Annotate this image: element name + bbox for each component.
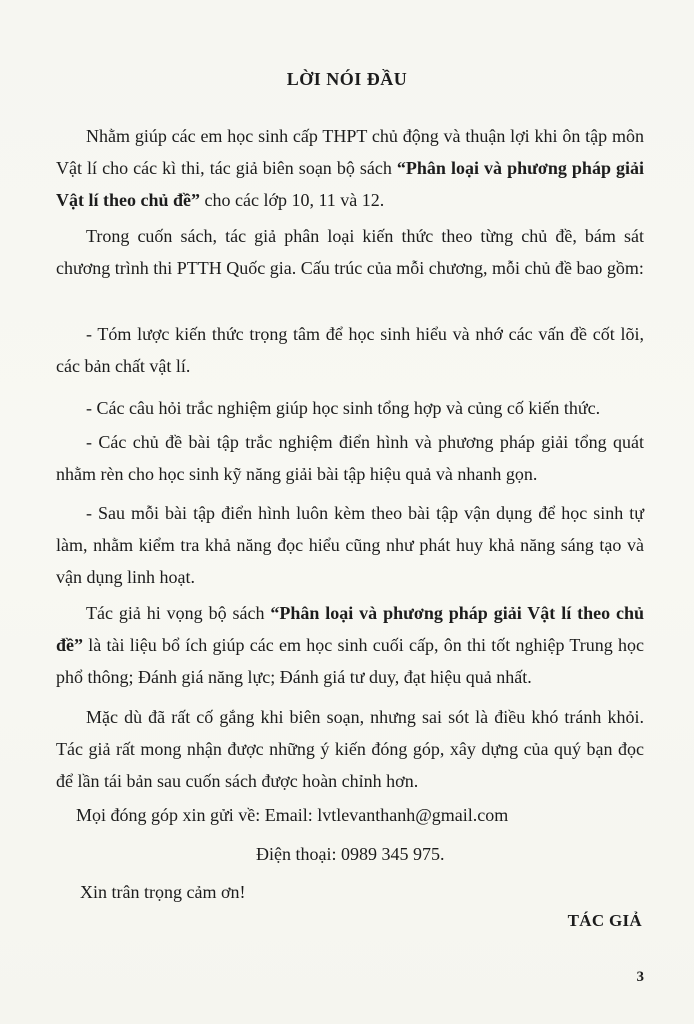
paragraph-item-exercises bbox=[56, 426, 644, 490]
book-title-bold: “Phân loại và phương pháp giải Vật lí theo chủ đề” bbox=[56, 158, 644, 210]
paragraph-intro-text-a: Nhằm giúp các em học sinh cấp THPT chủ động và thuận lợi khi ôn tập môn Vật lí cho các kì thi, tác giả biên soạn bộ sách bbox=[56, 126, 644, 178]
paragraph-item-questions-text: - Các câu hỏi trắc nghiệm giúp học sinh tổng hợp và củng cố kiến thức. bbox=[86, 398, 601, 418]
paragraph-item-summary-text: - Tóm lược kiến thức trọng tâm để học sinh hiểu và nhớ các vấn đề cốt lõi, các bản chất vật lí. bbox=[56, 324, 644, 376]
paragraph-item-summary bbox=[56, 318, 644, 382]
paragraph-feedback bbox=[56, 701, 644, 797]
paragraph-item-practice bbox=[56, 497, 644, 593]
paragraph-structure-text: Trong cuốn sách, tác giả phân loại kiến thức theo từng chủ đề, bám sát chương trình thi PTTH Quốc gia. Cấu trúc của mỗi chương, mỗi chủ đề bao gồm: bbox=[56, 226, 644, 278]
paragraph-hope bbox=[56, 597, 644, 693]
paragraph-item-practice-text: - Sau mỗi bài tập điển hình luôn kèm theo bài tập vận dụng để học sinh tự làm, nhằm kiểm tra khả năng đọc hiểu cũng như phát huy khả năng sáng tạo và vận dụng linh hoạt. bbox=[56, 503, 644, 587]
paragraph-intro-text-b: cho các lớp 10, 11 và 12. bbox=[200, 190, 385, 210]
paragraph-item-questions bbox=[56, 392, 644, 424]
paragraph-feedback-text: Mặc dù đã rất cố gắng khi biên soạn, nhưng sai sót là điều khó tránh khỏi. Tác giả rất mong nhận được những ý kiến đóng góp, xây dựng của quý bạn đọc để lần tái bản sau cuốn sách được hoàn chỉnh hơn. bbox=[56, 707, 644, 791]
page-number: 3 bbox=[636, 969, 644, 985]
contact-email-line: Mọi đóng góp xin gửi về: Email: lvtlevanthanh@gmail.com bbox=[76, 805, 509, 825]
paragraph-structure bbox=[56, 220, 644, 284]
book-title-bold-repeat: “Phân loại và phương pháp giải Vật lí theo chủ đề” bbox=[56, 603, 644, 655]
paragraph-hope-text-b: là tài liệu bổ ích giúp các em học sinh cuối cấp, ôn thi tốt nghiệp Trung học phổ thông; Đánh giá năng lực; Đánh giá tư duy, đạt hiệu quả nhất. bbox=[56, 635, 644, 687]
paragraph-intro bbox=[56, 120, 644, 216]
author-signature: TÁC GIẢ bbox=[567, 911, 642, 930]
paragraph-item-exercises-text: - Các chủ đề bài tập trắc nghiệm điển hình và phương pháp giải tổng quát nhằm rèn cho học sinh kỹ năng giải bài tập hiệu quả và nhanh gọn. bbox=[56, 432, 644, 484]
page-title: LỜI NÓI ĐẦU bbox=[286, 69, 408, 89]
paragraph-hope-text-a: Tác giả hi vọng bộ sách bbox=[86, 603, 271, 623]
contact-phone-line: Điện thoại: 0989 345 975. bbox=[256, 844, 445, 864]
closing-thanks: Xin trân trọng cảm ơn! bbox=[80, 882, 246, 902]
